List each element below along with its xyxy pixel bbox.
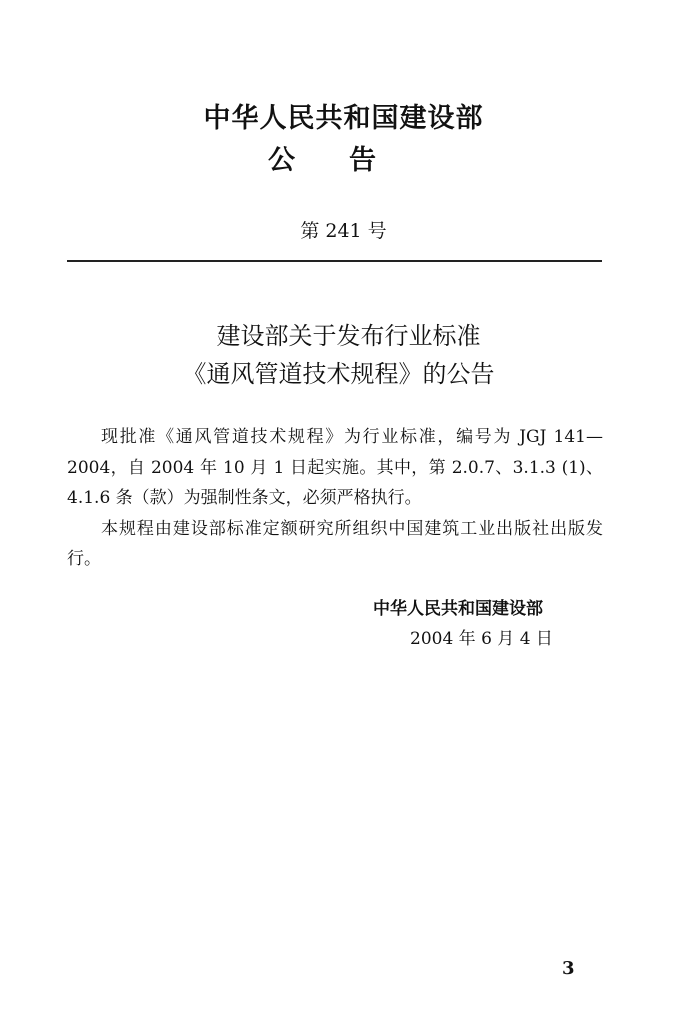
body-paragraph-1: 现批准《通风管道技术规程》为行业标准，编号为 JGJ 141—2004，自 2004 年 10 月 1 日起实施。其中，第 2.0.7、3.1.3 (1)、4.1.6 条（款）为强制性条文，必须严格执行。 [67, 427, 603, 508]
document-type: 公告 [268, 145, 430, 176]
announcement-title-line-2: 《通风管道技术规程》的公告 [182, 360, 495, 388]
signature-date: 2004 年 6 月 4 日 [410, 629, 553, 649]
header-divider [67, 260, 602, 262]
page-number: 3 [562, 958, 575, 979]
issuing-ministry: 中华人民共和国建设部 [203, 103, 484, 134]
announcement-title-line-1: 建设部关于发布行业标准 [216, 322, 481, 350]
announcement-body [67, 422, 603, 575]
announcement-number: 第 241 号 [300, 220, 387, 242]
body-paragraph-2: 本规程由建设部标准定额研究所组织中国建筑工业出版社出版发行。 [67, 518, 603, 569]
signature-organization: 中华人民共和国建设部 [373, 599, 543, 619]
